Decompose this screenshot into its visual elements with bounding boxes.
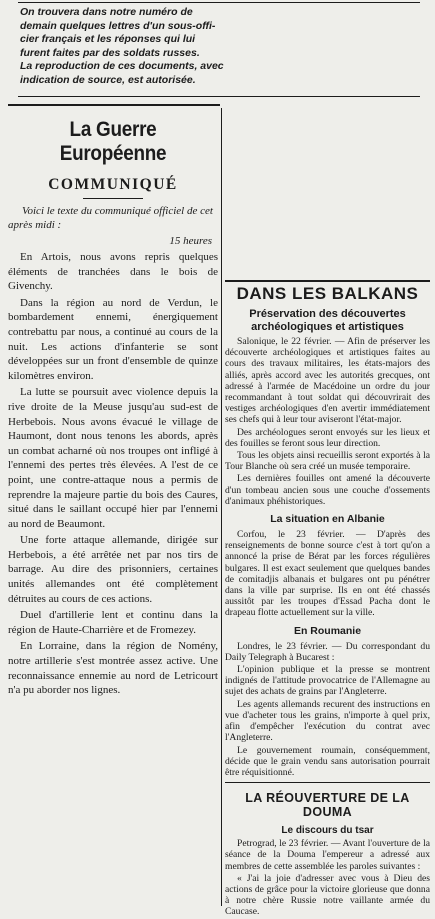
notice-line: La reproduction de ces documents, avec [20, 60, 224, 73]
notice-box [20, 6, 418, 88]
paragraph: Londres, le 23 février. — Du correspondant du Daily Telegraph à Bucarest : [225, 640, 430, 663]
subhead: Préservation des découvertes archéologiques et artistiques [249, 308, 406, 333]
subhead: La situation en Albanie [270, 513, 385, 526]
paragraph: Le gouvernement roumain, conséquemment, décide que le grain vendu sans autorisation pourrait être réquisitionné. [225, 744, 430, 778]
section-double-rule [8, 104, 220, 106]
paragraph: L'opinion publique et la presse se montrent indignés de l'attitude provocatrice de l'Allemagne au sujet des achats de grains par l'Angleterre. [225, 664, 430, 698]
paragraph: Les agents allemands recurent des instructions en vue d'acheter tous les grains, n'importe à quel prix, afin d'empêcher l'exécution du contrat avec l'Angleterre. [225, 698, 430, 744]
paragraph: Duel d'artillerie lent et continu dans la région de Haute-Charrière et de Fromezey. [8, 609, 218, 636]
paragraph: Petrograd, le 23 février. — Avant l'ouverture de la séance de la Douma l'empereur a adressé aux membres de cette assemblée les paroles suivantes : [225, 838, 430, 872]
subhead: En Roumanie [293, 624, 362, 637]
notice-line: cier français et les réponses qui lui [20, 33, 196, 46]
paragraph: Corfou, le 23 février. — D'après des renseignements de bonne source c'est à tort qu'on a annoncé la prise de Bérat par les forces régulières bulgares. Il est exact seulement que quelques bandes de comitadjis albanais et bulgares ont pu pénétrer dans la ville par surprise. Ils en ont été chassés aussitôt par les troupes d'Essad Pacha dont le drapeau flotte actuellement sur la ville. [225, 529, 430, 619]
notice-line: indication de source, est autorisée. [20, 73, 196, 86]
communique-hour: 15 heures [169, 235, 212, 247]
paragraph: En Artois, nous avons repris quelques éléments de tranchées dans le bois de Givenchy. [8, 251, 218, 293]
top-rule [18, 2, 420, 3]
paragraph: Dans la région au nord de Verdun, le bombardement ennemi, énergiquement contrebattu par nous, a continué au cours de la nuit. Les actions d'infanterie se sont développées sur un front d'ensemble de quinze kilomètres environ. [8, 296, 218, 382]
paragraph: Des archéologues seront envoyés sur les lieux et des fouilles se feront sous leur direction. [225, 426, 430, 449]
paragraph: Les dernières fouilles ont amené la découverte d'un tombeau ancien sous une couche d'ossements d'animaux phéhistoriques. [225, 473, 430, 507]
notice-bottom-rule [18, 96, 420, 97]
section-rule [225, 782, 430, 783]
headline: La Guerre Européenne [59, 118, 167, 165]
notice-line: On trouvera dans notre numéro de [20, 6, 193, 18]
paragraph: La lutte se poursuit avec violence depuis la rive droite de la Meuse jusqu'au sud-est de Herbebois. Nous avons évacué le village de Haumont, dont nous tenons les abords, après un combat acharné où nos troupes ont infligé à l'ennemi des pertes très élevées. A l'est de ce point, une contre-attaque nous a permis de reprendre la majeure partie du bois des Caures, situé dans le saillant occupé hier par l'ennemi au nord de Beaumont. [8, 386, 218, 530]
left-column [8, 112, 218, 700]
right-column [225, 282, 430, 919]
balkans-title: DANS LES BALKANS [236, 284, 419, 303]
title-rule [83, 198, 143, 199]
paragraph: Salonique, le 22 février. — Afin de préserver les découverte archéologiques et artistiques faites au cours des travaux militaires, les états-majors des alliés, après accord avec les autorités grecques, ont adressé à l'armée de Macédoine un ordre du jour recommandant à tout soldat qui découvrirait des vestiges archéologiques d'en avertir immédiatement ses chefs qui à leur tour aviseront l'état-major. [225, 336, 430, 426]
douma-title: LA RÉOUVERTURE DE LA DOUMA [245, 791, 410, 820]
column-divider [221, 108, 222, 906]
communique-intro: Voici le texte du communiqué officiel de cet après midi : [8, 205, 213, 231]
notice-line: demain quelques lettres d'un sous-offi- [20, 19, 216, 32]
paragraph: Une forte attaque allemande, dirigée sur Herbebois, a été arrêtée net par nos tirs de barrage. Au dire des prisonniers, certaines unités allemandes ont été complètement détruites au cours de ces actions. [8, 534, 218, 605]
communique-title: COMMUNIQUÉ [48, 176, 178, 193]
subhead: Le discours du tsar [281, 825, 374, 837]
paragraph: En Lorraine, dans la région de Nomény, notre artillerie s'est montrée assez active. Une reconnaissance ennemie au nord de Letricourt n'a pu aborder nos lignes. [8, 640, 218, 697]
paragraph: « J'ai la joie d'adresser avec vous à Dieu des actions de grâce pour la victoire glorieuse que donna à notre chère Russie notre vaillante armée du Caucase. [225, 872, 430, 918]
paragraph: Tous les objets ainsi recueillis seront exportés à la Tour Blanche où sera créé un musée temporaire. [225, 450, 430, 473]
notice-line: furent faites par des soldats russes. [20, 46, 200, 59]
